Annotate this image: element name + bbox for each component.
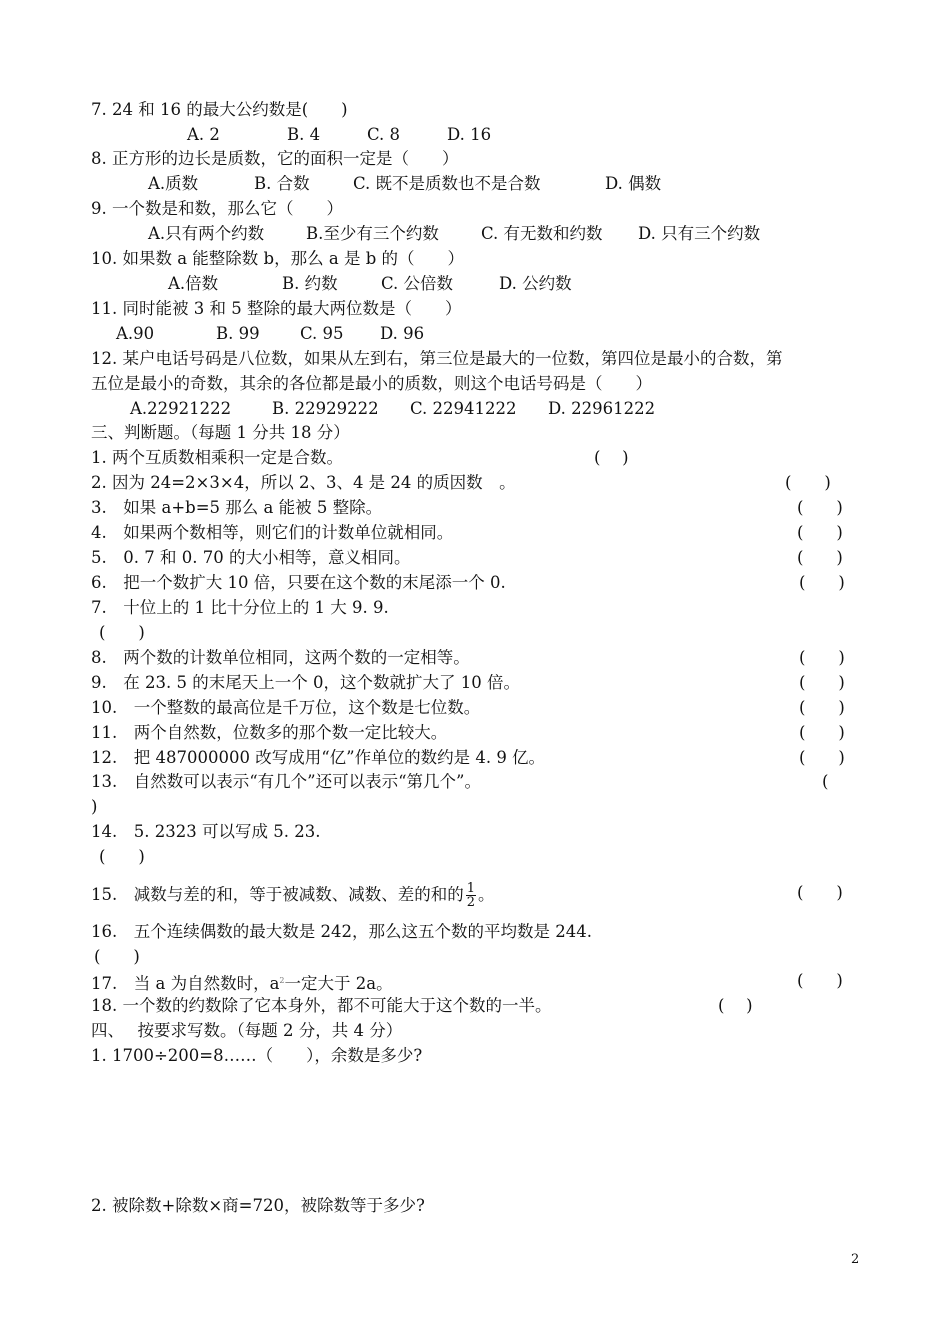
q10-option-d: D. 公约数 bbox=[499, 274, 572, 293]
one-half-fraction bbox=[466, 882, 476, 909]
q8-stem: 8. 正方形的边长是质数，它的面积一定是（ ） bbox=[91, 149, 459, 168]
tf-item-7: 7. 十位上的 1 比十分位上的 1 大 9. 9. bbox=[91, 598, 389, 617]
write-question-1: 1. 1700÷200=8……（ ），余数是多少? bbox=[91, 1046, 423, 1065]
tf-14-answer-blank[interactable]: ( ) bbox=[99, 847, 145, 866]
q9-option-d: D. 只有三个约数 bbox=[638, 224, 761, 243]
tf-item-10: 10. 一个整数的最高位是千万位，这个数是七位数。 bbox=[91, 698, 481, 717]
q12-stem-line1: 12. 某户电话号码是八位数，如果从左到右，第三位是最大的一位数，第四位是最小的合数，第 bbox=[91, 349, 783, 368]
q11-option-c: C. 95 bbox=[300, 324, 344, 343]
tf-item-12: 12. 把 487000000 改写成用“亿”作单位的数约是 4. 9 亿。 bbox=[91, 748, 546, 767]
tf-2-answer-blank[interactable]: ( ) bbox=[785, 473, 831, 492]
q7-stem: 7. 24 和 16 的最大公约数是( ) bbox=[91, 100, 348, 119]
q9-option-c: C. 有无数和约数 bbox=[481, 224, 603, 243]
tf-item-8: 8. 两个数的计数单位相同，这两个数的一定相等。 bbox=[91, 648, 470, 667]
q12-option-a: A.22921222 bbox=[130, 399, 232, 418]
tf-17-text-b: 一定大于 2a。 bbox=[284, 974, 393, 993]
tf-item-3: 3. 如果 a+b=5 那么 a 能被 5 整除。 bbox=[91, 498, 383, 517]
tf-13-answer-open[interactable]: ( bbox=[822, 772, 829, 791]
q7-option-c: C. 8 bbox=[367, 125, 401, 144]
tf-7-answer-blank[interactable]: ( ) bbox=[99, 623, 145, 642]
tf-item-4: 4. 如果两个数相等，则它们的计数单位就相同。 bbox=[91, 523, 454, 542]
q12-option-d: D. 22961222 bbox=[548, 399, 656, 418]
tf-17-text-a: 17. 当 a 为自然数时，a bbox=[91, 974, 280, 993]
q10-option-b: B. 约数 bbox=[282, 274, 338, 293]
q11-option-d: D. 96 bbox=[380, 324, 425, 343]
tf-6-answer-blank[interactable]: ( ) bbox=[799, 573, 845, 592]
tf-10-answer-blank[interactable]: ( ) bbox=[799, 698, 845, 717]
q8-option-b: B. 合数 bbox=[254, 174, 310, 193]
tf-item-16: 16. 五个连续偶数的最大数是 242，那么这五个数的平均数是 244. bbox=[91, 922, 592, 941]
tf-18-answer-blank[interactable]: ( ) bbox=[718, 996, 753, 1015]
q10-stem: 10. 如果数 a 能整除数 b，那么 a 是 b 的（ ） bbox=[91, 249, 464, 268]
tf-item-2: 2. 因为 24=2×3×4，所以 2、3、4 是 24 的质因数 。 bbox=[91, 473, 516, 492]
tf-8-answer-blank[interactable]: ( ) bbox=[799, 648, 845, 667]
tf-item-18: 18. 一个数的约数除了它本身外，都不可能大于这个数的一半。 bbox=[91, 996, 552, 1015]
q10-option-c: C. 公倍数 bbox=[381, 274, 454, 293]
q7-option-a: A. 2 bbox=[187, 125, 220, 144]
q11-option-b: B. 99 bbox=[216, 324, 260, 343]
q8-option-a: A.质数 bbox=[148, 174, 199, 193]
fraction-denominator: 2 bbox=[466, 895, 476, 910]
tf-3-answer-blank[interactable]: ( ) bbox=[797, 498, 843, 517]
tf-item-1: 1. 两个互质数相乘积一定是合数。 bbox=[91, 448, 343, 467]
tf-1-answer-blank[interactable]: ( ) bbox=[594, 448, 629, 467]
write-question-2: 2. 被除数+除数×商=720，被除数等于多少? bbox=[91, 1196, 425, 1215]
tf-12-answer-blank[interactable]: ( ) bbox=[799, 748, 845, 767]
tf-item-17 bbox=[91, 970, 393, 995]
q12-option-c: C. 22941222 bbox=[410, 399, 517, 418]
tf-item-13: 13. 自然数可以表示“有几个”还可以表示“第几个”。 bbox=[91, 772, 481, 791]
q9-stem: 9. 一个数是和数，那么它（ ） bbox=[91, 199, 343, 218]
tf-9-answer-blank[interactable]: ( ) bbox=[799, 673, 845, 692]
q9-option-b: B.至少有三个约数 bbox=[306, 224, 439, 243]
q10-option-a: A.倍数 bbox=[168, 274, 219, 293]
q8-option-c: C. 既不是质数也不是合数 bbox=[353, 174, 541, 193]
q9-option-a: A.只有两个约数 bbox=[148, 224, 265, 243]
tf-4-answer-blank[interactable]: ( ) bbox=[797, 523, 843, 542]
q11-option-a: A.90 bbox=[116, 324, 155, 343]
q12-stem-line2: 五位是最小的奇数，其余的各位都是最小的质数，则这个电话号码是（ ） bbox=[91, 374, 652, 393]
exponent: 2 bbox=[279, 976, 285, 985]
tf-item-6: 6. 把一个数扩大 10 倍，只要在这个数的末尾添一个 0. bbox=[91, 573, 506, 592]
tf-11-answer-blank[interactable]: ( ) bbox=[799, 723, 845, 742]
tf-item-14: 14. 5. 2323 可以写成 5. 23. bbox=[91, 822, 321, 841]
q7-option-d: D. 16 bbox=[447, 125, 492, 144]
q8-option-d: D. 偶数 bbox=[605, 174, 662, 193]
tf-item-15 bbox=[91, 882, 495, 909]
q11-stem: 11. 同时能被 3 和 5 整除的最大两位数是（ ） bbox=[91, 299, 462, 318]
tf-item-11: 11. 两个自然数，位数多的那个数一定比较大。 bbox=[91, 723, 448, 742]
tf-5-answer-blank[interactable]: ( ) bbox=[797, 548, 843, 567]
section-4-heading: 四、 按要求写数。（每题 2 分，共 4 分） bbox=[91, 1021, 403, 1040]
tf-16-answer-blank[interactable]: ( ) bbox=[94, 947, 140, 966]
tf-15-text: 15. 减数与差的和，等于被减数、减数、差的和的 bbox=[91, 885, 464, 904]
tf-15-answer-blank[interactable]: ( ) bbox=[797, 883, 843, 902]
section-3-heading: 三、判断题。（每题 1 分共 18 分） bbox=[91, 423, 350, 442]
tf-item-9: 9. 在 23. 5 的末尾天上一个 0，这个数就扩大了 10 倍。 bbox=[91, 673, 520, 692]
tf-13-answer-close[interactable]: ) bbox=[91, 797, 98, 816]
tf-17-answer-blank[interactable]: ( ) bbox=[797, 971, 843, 990]
tf-item-5: 5. 0. 7 和 0. 70 的大小相等，意义相同。 bbox=[91, 548, 411, 567]
q7-option-b: B. 4 bbox=[287, 125, 321, 144]
q12-option-b: B. 22929222 bbox=[272, 399, 379, 418]
page-number: 2 bbox=[851, 1252, 860, 1267]
fraction-numerator: 1 bbox=[466, 881, 476, 896]
tf-15-period: 。 bbox=[478, 885, 495, 904]
